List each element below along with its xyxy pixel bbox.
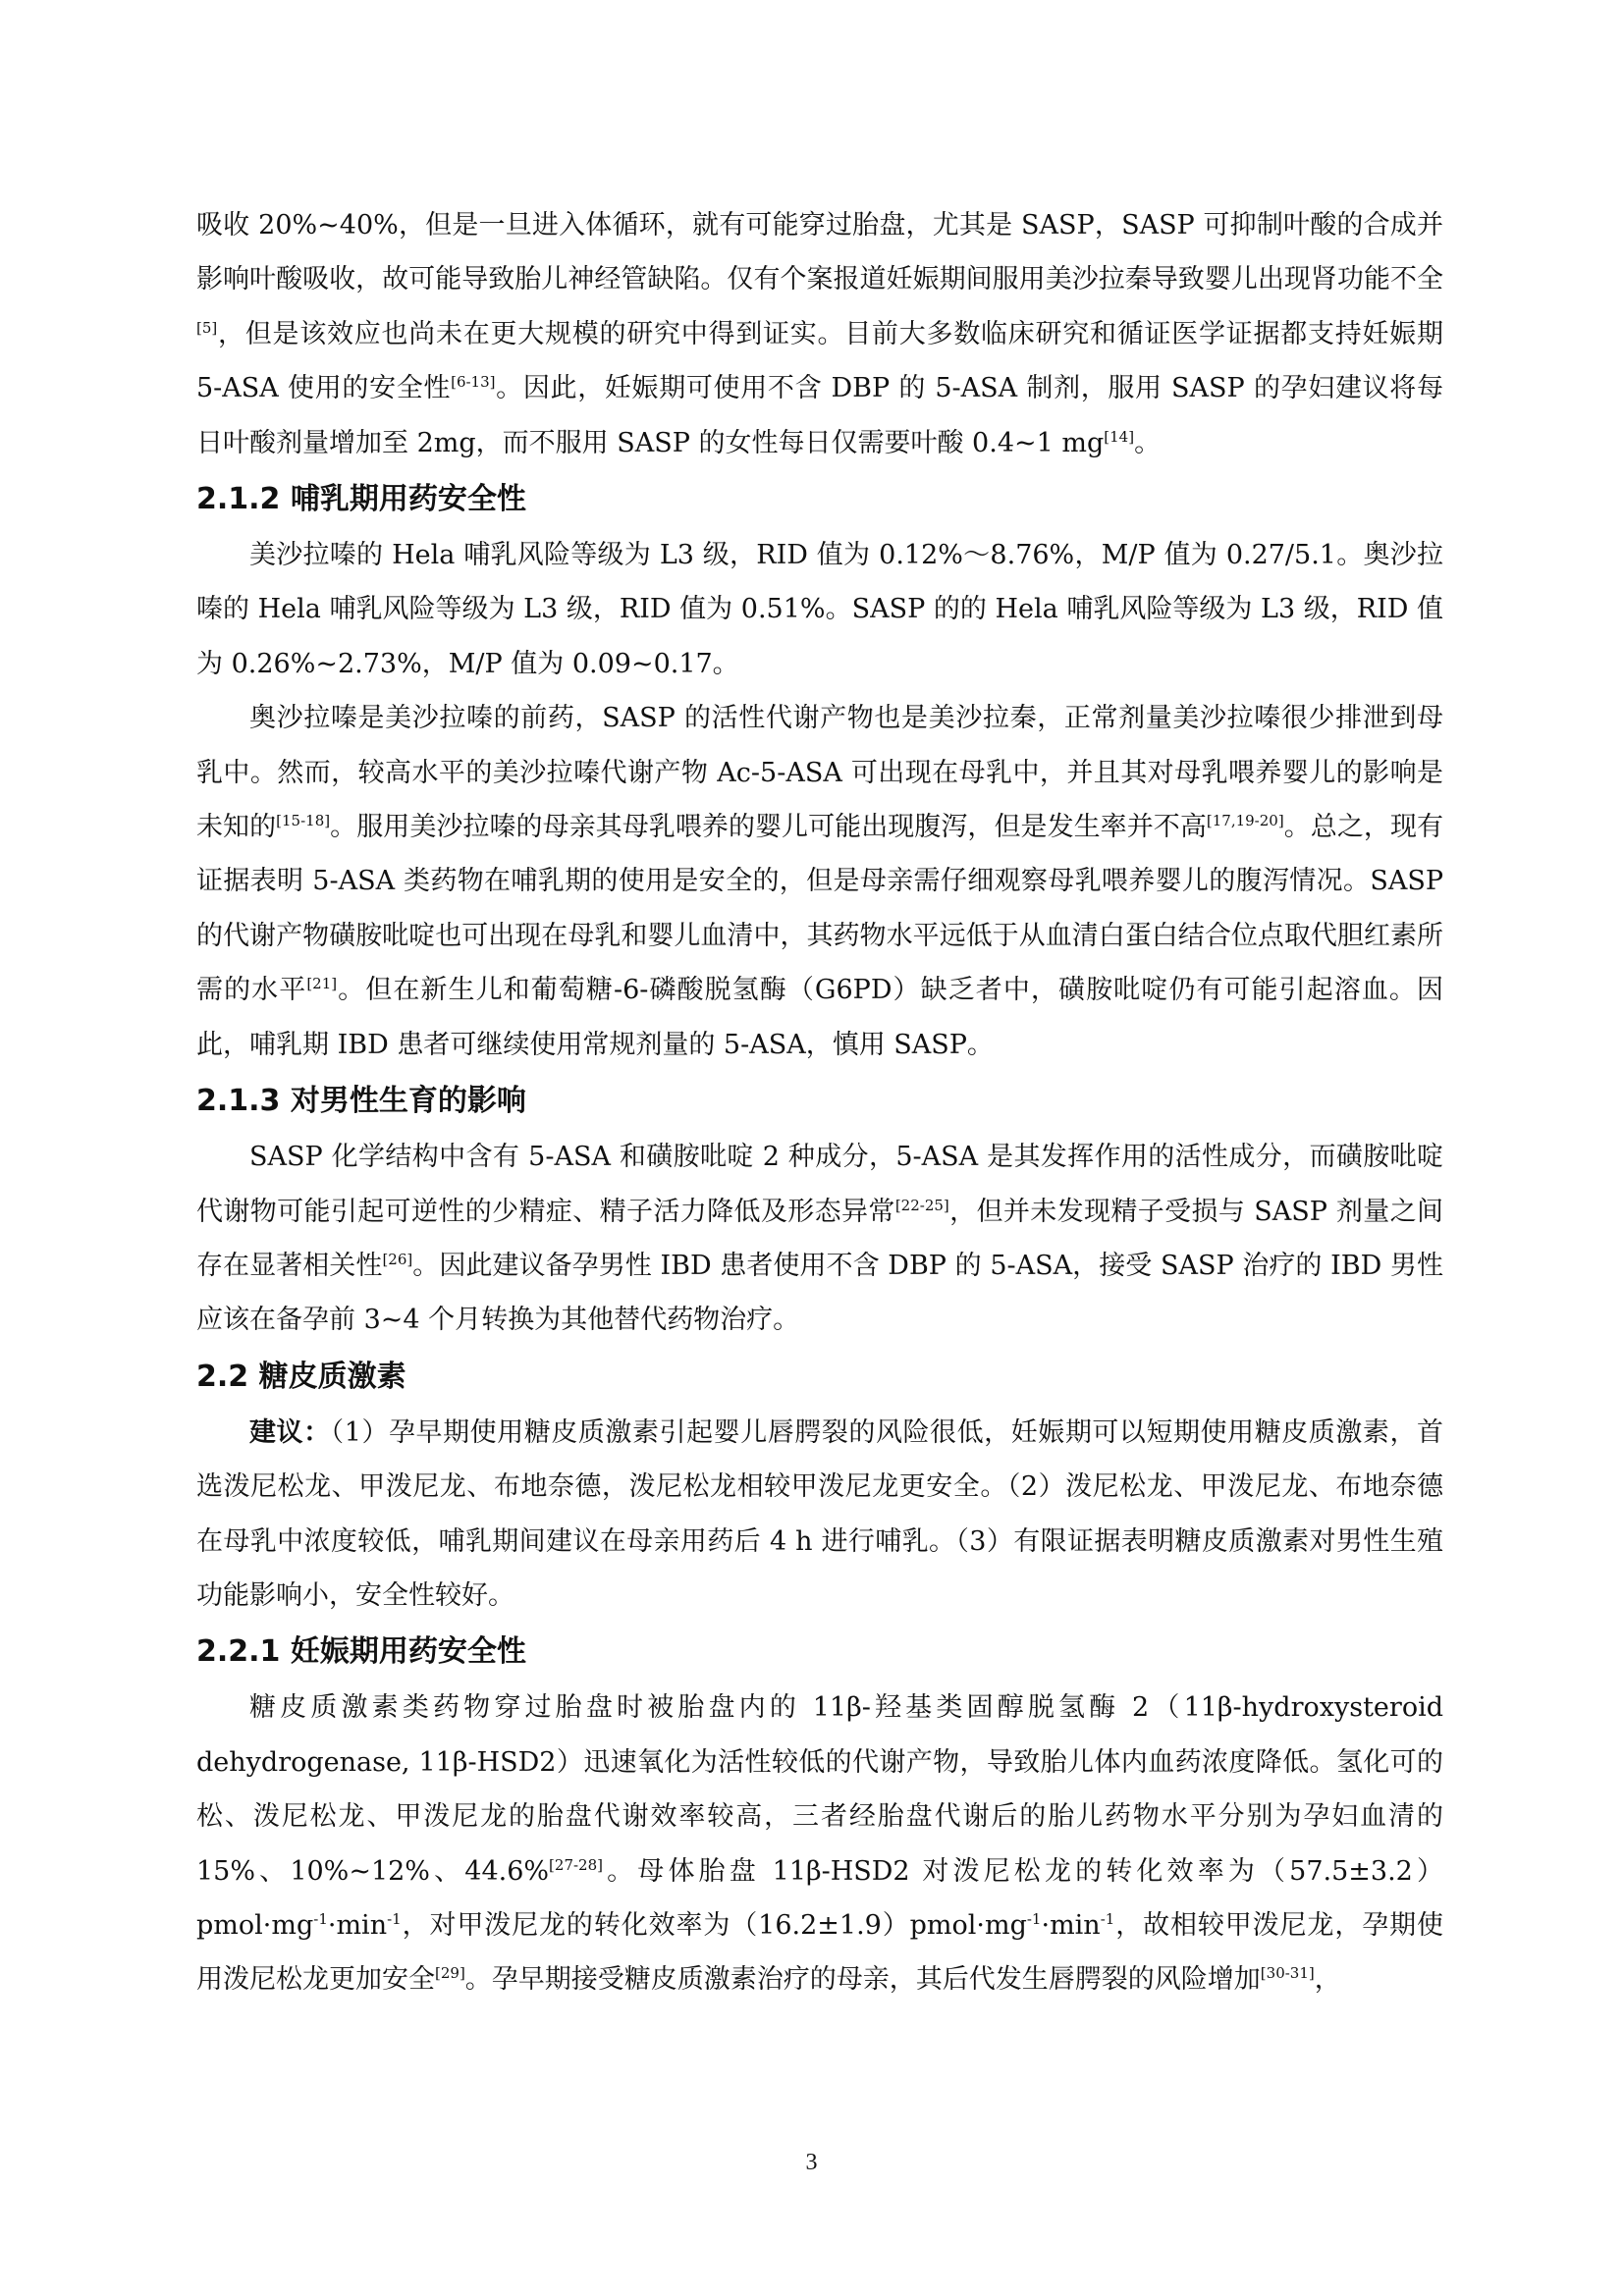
- text-run: 。服用美沙拉嗪的母亲其母乳喂养的婴儿可能出现腹泻，但是发生率并不高: [330, 812, 1207, 843]
- paragraph-intro: [196, 198, 1443, 470]
- superscript: [17,19-20]: [1206, 812, 1284, 830]
- superscript: -1: [1026, 1909, 1042, 1928]
- text-run: SASP 化学结构中含有 5-ASA 和磺胺吡啶 2 种成分，5-ASA 是其发挥作用的活性成分，而磺胺吡啶代谢物可能引起可逆性的少精症、精子活力降低及形态异常: [196, 1142, 1443, 1227]
- paragraph-recommendation: [196, 1406, 1443, 1624]
- page-content: [196, 198, 1443, 2007]
- text-run: ，: [1314, 1964, 1341, 1996]
- superscript: [30-31]: [1260, 1964, 1315, 1983]
- heading-2-1-3: 2.1.3 对男性生育的影响: [196, 1084, 526, 1119]
- superscript: [21]: [306, 975, 338, 993]
- superscript: [6-13]: [451, 373, 496, 392]
- text-run: 糖皮质激素类药物穿过胎盘时被胎盘内的 11β-羟基类固醇脱氢酶 2（11β-hydroxysteroid dehydrogenase, 11β-HSD2）迅速氧化为活性较低的代谢产物，导致胎儿体内血药浓度降低。氢化可的松、泼尼松龙、甲泼尼龙的胎盘代谢效率较高，三者经胎盘代谢后的胎儿药物水平分别为孕妇血清的 15%、10%~12%、44.6%: [196, 1692, 1443, 1887]
- text-run: （1）孕早期使用糖皮质激素引起婴儿唇腭裂的风险很低，妊娠期可以短期使用糖皮质激素，首选泼尼松龙、甲泼尼龙、布地奈德，泼尼松龙相较甲泼尼龙更安全。（2）泼尼松龙、甲泼尼龙、布地奈德在母乳中浓度较低，哺乳期间建议在母亲用药后 4 h 进行哺乳。（3）有限证据表明糖皮质激素对男性生殖功能影响小，安全性较好。: [196, 1416, 1444, 1611]
- heading-2-2-1: 2.2.1 妊娠期用药安全性: [196, 1634, 526, 1670]
- text-run: 。母体胎盘 11β-HSD2 对泼尼松龙的转化效率为（57.5±3.2）pmol·mg: [196, 1855, 1443, 1941]
- paragraph-lactation-detail: [196, 691, 1443, 1072]
- text-run: 。: [1134, 427, 1162, 458]
- superscript: -1: [313, 1909, 328, 1928]
- paragraph-male-fertility: [196, 1130, 1443, 1348]
- text-run: 。总之，现有证据表明 5-ASA 类药物在哺乳期的使用是安全的，但是母亲需仔细观察母乳喂养婴儿的腹泻情况。SASP 的代谢产物磺胺吡啶也可出现在母乳和婴儿血清中，其药物水平远低于从血清白蛋白结合位点取代胆红素所需的水平: [196, 812, 1443, 1006]
- text-run: ·min: [327, 1909, 388, 1941]
- recommendation-text: [196, 1417, 1443, 1611]
- text-run: 。因此建议备孕男性 IBD 患者使用不含 DBP 的 5-ASA，接受 SASP 治疗的 IBD 男性应该在备孕前 3~4 个月转换为其他替代药物治疗。: [196, 1250, 1443, 1336]
- text-run: ，但是该效应也尚未在更大规模的研究中得到证实。目前大多数临床研究和循证医学证据都支持妊娠期 5-ASA 使用的安全性: [196, 318, 1443, 404]
- text-run: 美沙拉嗪的 Hela 哺乳风险等级为 L3 级，RID 值为 0.12%～8.76%，M/P 值为 0.27/5.1。奥沙拉嗪的 Hela 哺乳风险等级为 L3 级，RID 值为 0.51%。SASP 的的 Hela 哺乳风险等级为 L3 级，RID 值为 0.26%~2.73%，M/P 值为 0.09~0.17。: [196, 540, 1443, 679]
- superscript: [14]: [1104, 427, 1135, 446]
- text-run: ，对甲泼尼龙的转化效率为（16.2±1.9）pmol·mg: [401, 1909, 1027, 1941]
- superscript: [29]: [435, 1964, 465, 1983]
- superscript: [27-28]: [549, 1855, 603, 1874]
- superscript: [22-25]: [894, 1196, 949, 1214]
- superscript: [5]: [196, 318, 218, 337]
- text-run: 吸收 20%~40%，但是一旦进入体循环，就有可能穿过胎盘，尤其是 SASP，SASP 可抑制叶酸的合成并影响叶酸吸收，故可能导致胎儿神经管缺陷。仅有个案报道妊娠期间服用美沙拉秦导致婴儿出现肾功能不全: [196, 210, 1443, 295]
- page-number: 3: [805, 2150, 818, 2175]
- recommendation-label: 建议：: [249, 1416, 331, 1448]
- heading-2-1-2: 2.1.2 哺乳期用药安全性: [196, 482, 526, 517]
- superscript: -1: [1100, 1909, 1115, 1928]
- superscript: -1: [387, 1909, 402, 1928]
- paragraph-lactation-risk: [196, 528, 1443, 691]
- text-run: ·min: [1041, 1909, 1101, 1941]
- text-run: 。孕早期接受糖皮质激素治疗的母亲，其后代发生唇腭裂的风险增加: [464, 1964, 1261, 1996]
- text-run: 。但在新生儿和葡萄糖-6-磷酸脱氢酶（G6PD）缺乏者中，磺胺吡啶仍有可能引起溶血。因此，哺乳期 IBD 患者可继续使用常规剂量的 5-ASA，慎用 SASP。: [196, 975, 1444, 1060]
- text-run: ，故相较甲泼尼龙，孕期使用泼尼松龙更加安全: [196, 1909, 1443, 1996]
- superscript: [26]: [382, 1250, 413, 1268]
- paragraph-pregnancy-safety: [196, 1681, 1443, 2006]
- text-run: ，但并未发现精子受损与 SASP 剂量之间存在显著相关性: [196, 1196, 1444, 1281]
- text-run: 奥沙拉嗪是美沙拉嗪的前药，SASP 的活性代谢产物也是美沙拉秦，正常剂量美沙拉嗪很少排泄到母乳中。然而，较高水平的美沙拉嗪代谢产物 Ac-5-ASA 可出现在母乳中，并且其对母乳喂养婴儿的影响是未知的: [196, 703, 1443, 843]
- text-run: 。因此，妊娠期可使用不含 DBP 的 5-ASA 制剂，服用 SASP 的孕妇建议将每日叶酸剂量增加至 2mg，而不服用 SASP 的女性每日仅需要叶酸 0.4~1 mg: [196, 373, 1443, 458]
- superscript: [15-18]: [276, 812, 331, 830]
- heading-2-2: 2.2 糖皮质激素: [196, 1359, 406, 1394]
